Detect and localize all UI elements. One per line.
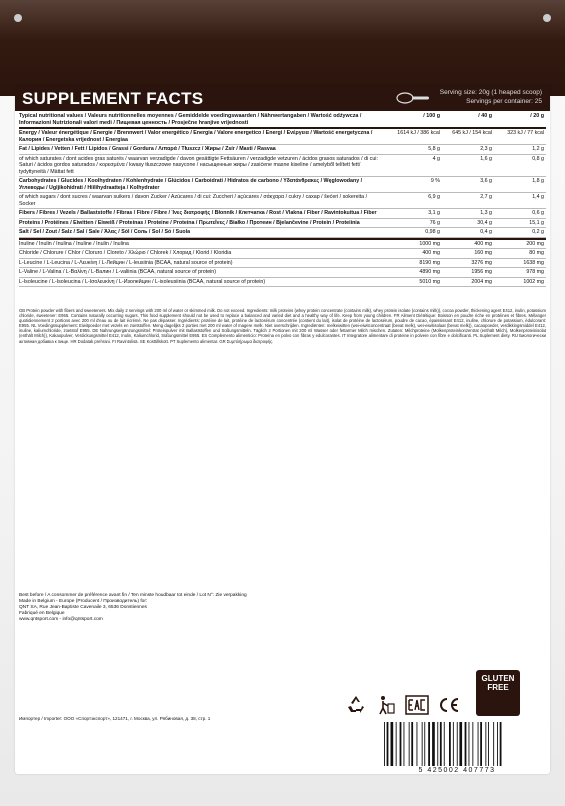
nutrition-row xyxy=(19,129,546,145)
gluten-free-badge xyxy=(476,670,520,716)
nutrition-row xyxy=(19,145,546,155)
nutrient-label: of which sugars / dont sucres / waarvan suikers / davon Zucker / Azúcares / di cui: Zuccheri / açúcares / σάκχαρα / cukry / сахар / šećeri / sokereita / Socker xyxy=(19,194,368,207)
recycle-icon xyxy=(345,694,367,716)
ce-mark-icon xyxy=(437,696,461,714)
nutrient-value: 1,4 g xyxy=(532,194,544,200)
barcode-bar xyxy=(497,722,498,766)
manufacturer-line: Fabriqué en Belgique xyxy=(19,611,65,616)
nutrient-label: of which saturates / dont acides gras saturés / waarvan verzadigde / davon gesättigte Fettsäuren / verzadigde vetzuren / ácidos grasos saturados / di cui: Saturi / ácidos gordos saturados / κορεσμένα / kwasy tłuszczowe nasycone / насыщенные жиры / zasićene masne kiseline / amelyből telített fett/ tydyttyneitä / Mättat fett xyxy=(19,155,378,175)
nutrient-value: 2004 mg xyxy=(471,278,492,285)
barcode-bar xyxy=(480,722,482,766)
gluten-free-badge-line1: GLUTEN xyxy=(481,674,515,683)
table-head-row xyxy=(19,112,546,129)
nutrient-label: L-Leucine / L-Leucina / L-Λευκίνη / L-Лейцин / L-leusiinia (BCAA, natural source of protein) xyxy=(19,259,233,266)
barcode-bar xyxy=(500,722,502,766)
nutrient-label: Proteins / Protéines / Eiwitten / Eiweiß / Proteínas / Proteine / Proteína / Πρωτεΐνες / Białko / Протеин / Bjelančevine / Protein / Proteiinia xyxy=(19,219,360,226)
nutrition-row xyxy=(19,193,546,209)
table-head-label: Typical nutritional values / Valeurs nutritionnelles moyennes / Gemiddelde voedingswaarden / Nährwertangaben / Wartość odżywcza / Informazioni Nutrizionali valori medi / Пищевая ценность / Prosječne hranjive vrijednosti xyxy=(19,113,362,126)
nutrient-label: Energy / Valeur énergétique / Energie / Brennwert / Valor energético / Energia / Valore energetico / Energi / Ενέργεια / Wartość energetyczna / Калория / Energetska vrijednost / Energiaa xyxy=(19,130,373,143)
facts-panel xyxy=(15,86,550,774)
nutrition-extra-row xyxy=(19,268,546,278)
eac-mark-icon xyxy=(405,695,429,715)
col-40g: / 40 g xyxy=(478,113,492,119)
nutrient-value: 0,6 g xyxy=(532,210,544,216)
nutrient-label: Salt / Sel / Zout / Salz / Sal / Sale / Άλας / Sól / Соль / Sol / Só / Suola xyxy=(19,229,191,235)
manufacturer-line: Made in Belgium - Europe (Producent / Производитель) for: xyxy=(19,599,148,604)
col-100g: / 100 g xyxy=(423,113,440,119)
servings-per-container: Servings per container: 25 xyxy=(466,98,542,105)
nutrient-value: 0,98 g xyxy=(425,229,440,235)
barcode-bar xyxy=(384,722,385,766)
nutrition-row xyxy=(19,177,546,193)
barcode-bar xyxy=(417,722,418,766)
barcode-bar xyxy=(396,722,397,766)
nutrient-value: 76 g xyxy=(429,219,440,226)
scoop-icon xyxy=(396,90,430,104)
package-hole xyxy=(14,14,22,22)
barcode-bar xyxy=(387,722,389,766)
nutrient-value: 15,1 g xyxy=(529,219,544,226)
nutrition-row xyxy=(19,155,546,178)
nutrient-value: 0,8 g xyxy=(532,155,544,162)
nutrient-value: 1956 mg xyxy=(471,269,492,275)
nutrient-value: 400 mg xyxy=(474,240,492,247)
nutrient-value: 2,3 g xyxy=(480,146,492,152)
barcode-bar xyxy=(428,722,430,766)
barcode-bar xyxy=(422,722,423,766)
nutrient-value: 645 kJ / 154 kcal xyxy=(452,130,492,136)
nutrient-value: 1638 mg xyxy=(523,259,544,266)
barcode-bar xyxy=(444,722,445,766)
nutrient-value: 1,6 g xyxy=(480,155,492,162)
barcode-bar xyxy=(478,722,479,766)
barcode-bar xyxy=(391,722,394,766)
nutrient-value: 8190 mg xyxy=(419,259,440,266)
nutrient-value: 1,2 g xyxy=(532,146,544,152)
nutrition-extra-row xyxy=(19,249,546,259)
barcode-bar xyxy=(465,722,467,766)
serving-size: Serving size: 20g (1 heaped scoop) xyxy=(439,89,542,96)
nutrition-extra-row xyxy=(19,240,546,250)
nutrient-value: 4 g xyxy=(432,155,440,162)
nutrient-value: 80 mg xyxy=(529,250,544,256)
nutrient-value: 160 mg xyxy=(474,250,492,256)
nutrient-value: 5,8 g xyxy=(428,146,440,152)
nutrition-table xyxy=(19,112,546,287)
barcode-bar xyxy=(469,722,470,766)
barcode-bar xyxy=(488,722,489,766)
nutrition-row xyxy=(19,209,546,219)
nutrient-value: 1,3 g xyxy=(480,210,492,216)
nutrient-value: 3,6 g xyxy=(480,178,492,184)
nutrient-label: L-Valine / L-Valina / L-Βαλίνη / L-Валин / L-valiinia (BCAA, natural source of protein) xyxy=(19,269,217,275)
barcode-bar xyxy=(493,722,494,766)
nutrient-value: 200 mg xyxy=(526,240,544,247)
nutrient-value: 978 mg xyxy=(526,269,544,275)
barcode-bar xyxy=(440,722,442,766)
nutrient-value: 30,4 g xyxy=(477,219,492,226)
nutrient-value: 323 kJ / 77 kcal xyxy=(507,130,544,136)
manufacturer-line: Best before / A consommer de préférence avant fin / Ten minste houdbaar tot einde / Lot N°: Zie verpakking xyxy=(19,593,247,598)
nutrient-value: 3276 mg xyxy=(471,259,492,266)
barcode-bar xyxy=(459,722,462,766)
nutrition-row xyxy=(19,219,546,229)
nutrient-label: L-Isoleucine / L-Isoleucina / L-Ισολευκίνη / L-Изолейцин / L-isoleusiinia (BCAA, natural source of protein) xyxy=(19,278,266,285)
nutrient-value: 0,4 g xyxy=(480,229,492,235)
nutrient-value: 2,7 g xyxy=(480,194,492,200)
nutrient-label: Inuline / Inulin / Inulina / Inuline / Inulin / Inulina xyxy=(19,240,129,247)
nutrient-label: Carbohydrates / Glucides / Koolhydraten / Kohlenhydrate / Glúcidos / Carboidrati / Hidratos de carbono / Υδατάνθρακες / Węglowodany / Углеводы / Ugljikohidrati / Hiilihydraatteja / Kolhydrater xyxy=(19,178,363,191)
tidyman-icon xyxy=(375,694,397,716)
barcode-bar xyxy=(449,722,451,766)
ingredients-text: GB Protein powder with fibers and sweeteners. Mix daily 2 servings with 200 ml of water or skimmed milk. Do not exceed. Ingredients: milk proteins (whey protein concentrate (contains milk), whey protein isolate (contains milk)), cocoa powder, thickening agent E412, inulin, potassium chloride, sweetener: E955. Contains naturally occurring sugars. This food supplement should not be used to replace a balanced and varied diet and a healthy way of life. Keep from young children. FR Aliment Diététique: Boisson en poudre riche en protéines et fibres. Mélanger quotidiennement 2 portions avec 200 ml d'eau ou de lait écrémé. Ne pas dépasser. Ingrédients: protéine de lait, protéine de lactosérum concentrée (contient du lait), isolat de protéine de lactosérum, poudre de cacao, épaississant E412, inuline, chlorure de potassium, édulcorant: E955. NL Voedingssupplement: Eiwitpoeder met vezels en zoetstoffen. Meng dagelijks 2 porties met 200 ml water of magere melk. Niet overschrijden. Ingrediënten: melkeiwitten (wei-eiwitconcentraat (bevat melk), wei-eiwitisolaat (bevat melk)), cacaopoeder, verdikkingsmiddel E412, inuline, kaliumchloride, zoetstof E955. DE Nahrungsergänzungsmittel: Proteinpulver mit Ballaststoffen und Süßungsmitteln. Täglich 2 Portionen mit 200 ml Wasser oder fettarmer Milch mischen. Zutaten: Milchproteine (Molkenproteinkonzentrat (enthält Milch), Molkenproteinisolat (enthält Milch)), Kakaopulver, Verdickungsmittel E412, Inulin, Kaliumchlorid, Süßungsmittel E955. ES Complemento alimenticio: Proteína en polvo con fibras y edulcorantes. IT Integratore alimentare di proteine in polvere con fibre e dolcificanti. PL Suplement diety. RU Биологически активная добавка к пище. HR Dodatak prehrani. FI Ravintolisä. SE Kosttillskott. PT Suplemento alimentar. GR Συμπλήρωμα διατροφής. xyxy=(19,308,546,344)
barcode-bar xyxy=(411,722,413,766)
barcode-bar xyxy=(424,722,425,766)
nutrient-value: 1000 mg xyxy=(419,240,440,247)
nutrient-value: 400 mg xyxy=(422,250,440,256)
facts-header xyxy=(15,86,550,111)
nutrition-extra-row xyxy=(19,278,546,288)
nutrient-value: 1614 kJ / 386 kcal xyxy=(397,130,440,136)
barcode-image xyxy=(382,722,532,766)
nutrient-value: 1002 mg xyxy=(523,278,544,285)
barcode-bar xyxy=(400,722,402,766)
col-20g: / 20 g xyxy=(530,113,544,119)
manufacturer-info xyxy=(19,593,349,623)
barcode-bar xyxy=(485,722,486,766)
barcode-bar xyxy=(409,722,410,766)
nutrient-value: 9 % xyxy=(430,178,440,184)
importer-address: Импортер / Importer: ООО «Спортэкспорт», 121471, г. Москва, ул. Рябиновая, д. 38, стр. 1 xyxy=(19,716,211,721)
barcode-bar xyxy=(437,722,438,766)
nutrient-label: Fat / Lipides / Vetten / Fett / Lipidos / Grassi / Gordura / Λιπαρά / Tłuszcz / Жиры / Zsír / Masti / Rasvaa xyxy=(19,146,276,152)
barcode-bar xyxy=(453,722,454,766)
barcode-number: 5 425002 407773 xyxy=(418,767,496,774)
serving-info xyxy=(440,88,542,106)
nutrient-label: Fibers / Fibres / Vezels / Ballaststoffe / Fibras / Fibre / Fibre / Ίνες διατροφής / Błonnik / Клетчатка / Rost / Vlakna / Fiber / Ravintokuitua / Fiber xyxy=(19,210,377,216)
manufacturer-line: QNT SA, Rue Jean-Baptiste Cavenaile 3, 6536 Donstiennes xyxy=(19,605,147,610)
nutrient-value: 1,8 g xyxy=(532,178,544,184)
certification-icons xyxy=(345,694,461,716)
nutrient-value: 0,2 g xyxy=(532,229,544,235)
barcode-bar xyxy=(404,722,405,766)
nutrient-value: 6,9 g xyxy=(428,194,440,200)
gluten-free-badge-line2: FREE xyxy=(487,683,509,692)
package-hole xyxy=(543,14,551,22)
nutrient-label: Chloride / Chlorure / Chlor / Cloruro / Cloreto / Χλώριο / Chlorek / Хлорид / Klorid / Kloridia xyxy=(19,250,232,256)
nutrition-row xyxy=(19,228,546,238)
facts-title: SUPPLEMENT FACTS xyxy=(22,89,204,108)
nutrition-extra-row xyxy=(19,259,546,269)
barcode-bar xyxy=(457,722,458,766)
package-sheen xyxy=(0,0,565,40)
nutrient-value: 3,1 g xyxy=(428,210,440,216)
nutrient-value: 5010 mg xyxy=(419,278,440,285)
barcode-bar xyxy=(432,722,435,766)
barcode-bar xyxy=(472,722,473,766)
nutrient-value: 4890 mg xyxy=(419,269,440,275)
manufacturer-line: www.qntsport.com - info@qntsport.com xyxy=(19,617,103,622)
